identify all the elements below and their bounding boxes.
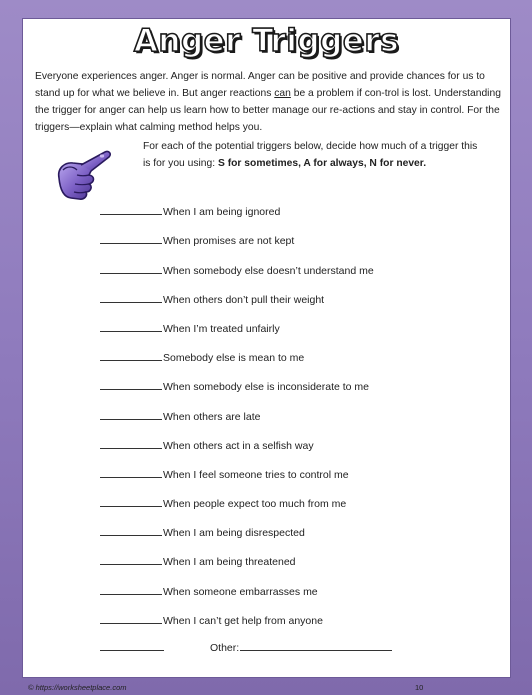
list-item <box>100 598 500 627</box>
list-item <box>100 481 500 510</box>
other-row <box>100 642 500 654</box>
intro-underlined-word: can <box>274 88 291 99</box>
answer-blank[interactable] <box>100 273 162 274</box>
trigger-text: When others are late <box>163 410 261 423</box>
trigger-text: When somebody else doesn’t understand me <box>163 264 374 277</box>
answer-blank[interactable] <box>100 302 162 303</box>
trigger-text: When I feel someone tries to control me <box>163 468 349 481</box>
answer-blank[interactable] <box>100 477 162 478</box>
list-item <box>100 568 500 597</box>
trigger-text: When promises are not kept <box>163 235 295 248</box>
answer-blank[interactable] <box>100 535 162 536</box>
list-item <box>100 218 500 247</box>
list-item <box>100 423 500 452</box>
list-item <box>100 364 500 393</box>
footer-source: © https://worksheetplace.com <box>28 683 127 692</box>
instructions <box>143 138 483 172</box>
worksheet-page <box>22 18 511 678</box>
answer-blank[interactable] <box>100 623 162 624</box>
instructions-key: S for sometimes, A for always, N for never. <box>217 158 427 169</box>
list-item <box>100 306 500 335</box>
answer-blank[interactable] <box>100 419 162 420</box>
instructions-text: For each of the potential triggers below, decide how much of a trigger this is for you using: <box>143 141 478 169</box>
trigger-text: When I am being disrespected <box>163 527 305 540</box>
trigger-text: When others don’t pull their weight <box>163 293 325 306</box>
trigger-text: When I’m treated unfairly <box>163 322 280 335</box>
answer-blank[interactable] <box>100 243 162 244</box>
trigger-text: Somebody else is mean to me <box>163 352 305 365</box>
page-title: Anger Triggers <box>133 23 400 59</box>
list-item <box>100 452 500 481</box>
trigger-text: When someone embarrasses me <box>163 585 318 598</box>
list-item <box>100 539 500 568</box>
answer-blank[interactable] <box>100 564 162 565</box>
trigger-text: When I am being ignored <box>163 206 281 219</box>
intro-text-2: be a problem if con-trol is lost. Understanding the trigger for anger can help us learn how to better manage our re-actions and stay in control. For the triggers—explain what calming method helps you. <box>35 88 501 133</box>
trigger-text: When somebody else is inconsiderate to me <box>163 381 370 394</box>
answer-blank[interactable] <box>100 389 162 390</box>
list-item <box>100 335 500 364</box>
trigger-list <box>100 189 500 627</box>
intro-paragraph <box>35 68 505 136</box>
list-item <box>100 189 500 218</box>
answer-blank[interactable] <box>100 360 162 361</box>
trigger-text: When others act in a selfish way <box>163 439 314 452</box>
trigger-text: When I am being threatened <box>163 556 296 569</box>
list-item <box>100 277 500 306</box>
answer-blank[interactable] <box>100 506 162 507</box>
answer-blank[interactable] <box>100 214 162 215</box>
list-item <box>100 247 500 276</box>
list-item <box>100 510 500 539</box>
trigger-text: When I can’t get help from anyone <box>163 614 323 627</box>
trigger-text: When people expect too much from me <box>163 498 347 511</box>
answer-blank[interactable] <box>100 594 162 595</box>
other-description-blank[interactable] <box>240 650 392 651</box>
other-answer-blank[interactable] <box>100 650 164 651</box>
answer-blank[interactable] <box>100 448 162 449</box>
footer-page-number: 10 <box>415 683 424 692</box>
intro-text-1: Everyone experiences anger. Anger is normal. Anger can be positive and provide chances for us to stand up for what we believe in. But anger reactions <box>35 71 485 99</box>
other-label: Other: <box>210 642 240 654</box>
answer-blank[interactable] <box>100 331 162 332</box>
list-item <box>100 393 500 422</box>
